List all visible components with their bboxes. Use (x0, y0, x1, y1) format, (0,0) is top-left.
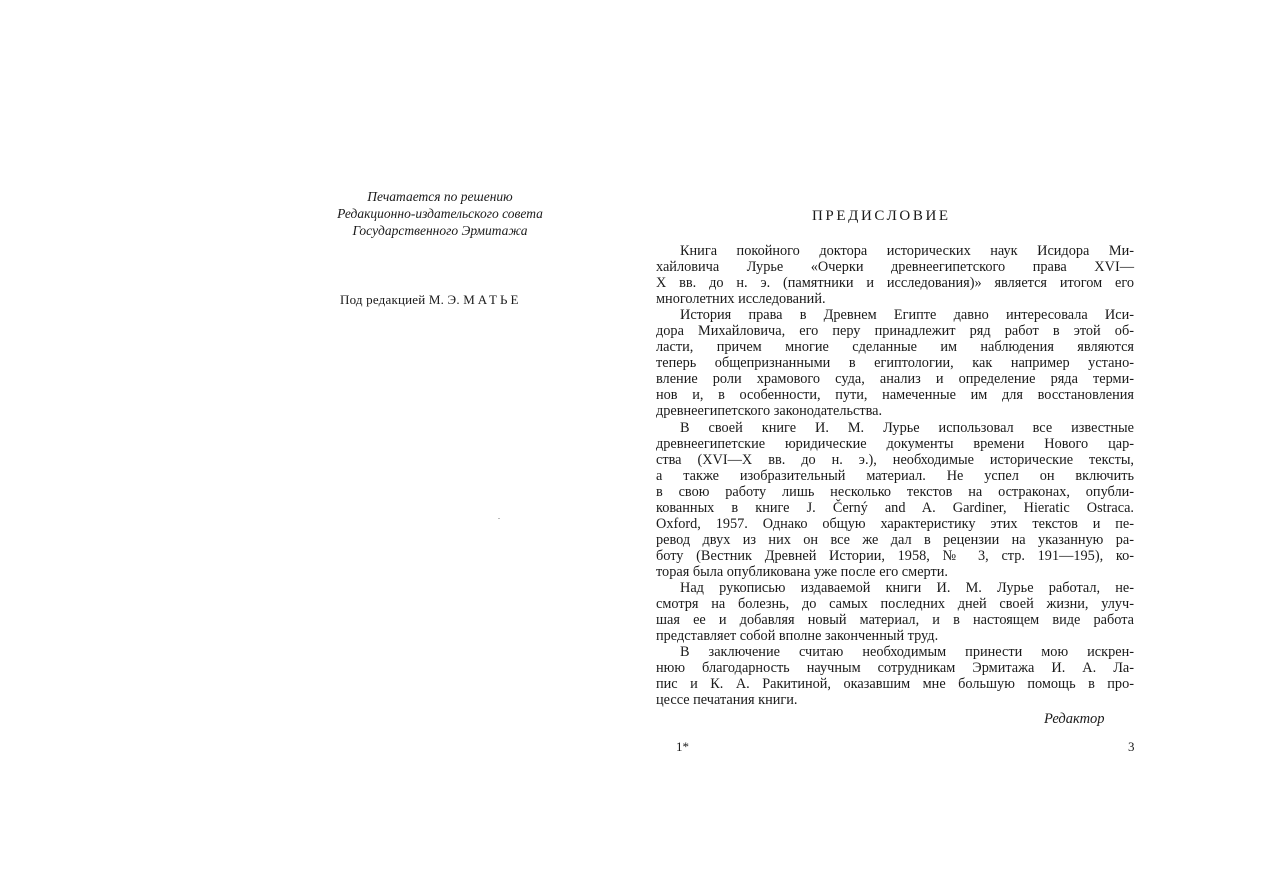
imprint-line: Печатается по решению (367, 189, 513, 204)
text-line: История права в Древнем Египте давно интересовала Иси- (680, 307, 1134, 324)
text-line: вление роли храмового суда, анализ и определение ряда терми- (656, 371, 1134, 388)
page-number: 3 (1128, 739, 1135, 754)
text-line: ревод двух из них он все же дал в рецензии на указанную ра- (656, 531, 1134, 548)
editor-surname: МАТЬЕ (463, 292, 522, 307)
preface-text (656, 243, 1134, 708)
signature: Редактор (1044, 711, 1105, 727)
text-line: ства (XVI—X вв. до н. э.), необходимые исторические тексты, (656, 451, 1134, 468)
text-line: древнеегипетского законодательства. (656, 403, 883, 420)
text-line: шая ее и добавляя новый материал, и в настоящем виде работа (656, 612, 1134, 629)
text-line: представляет собой вполне законченный труд. (656, 628, 939, 645)
imprint-line: Редакционно-издательского совета (337, 206, 543, 221)
text-line: нюю благодарность научным сотрудникам Эрмитажа И. А. Ла- (656, 660, 1134, 677)
print-speck (498, 518, 500, 519)
text-line: в свою работу лишь несколько текстов на остраконах, опубли- (656, 483, 1134, 500)
text-line: Oxford, 1957. Однако общую характеристику этих текстов и пе- (656, 515, 1134, 532)
text-line: кованных в книге J. Černý and A. Gardiner, Hieratic Ostraca. (656, 499, 1134, 516)
text-line: торая была опубликована уже после его смерти. (656, 563, 948, 580)
text-line: хайловича Лурье «Очерки древнеегипетского права XVI— (656, 259, 1134, 276)
imprint-note (300, 188, 580, 239)
editor-credit (340, 292, 521, 308)
text-line: X вв. до н. э. (памятники и исследования)» является итогом его (656, 275, 1134, 292)
editor-prefix: Под редакцией (340, 292, 426, 307)
right-page (640, 0, 1263, 893)
text-line: ласти, причем многие сделанные им наблюдения являются (656, 339, 1134, 356)
text-line: боту (Вестник Древней Истории, 1958, № 3, стр. 191—195), ко- (656, 547, 1134, 564)
text-line: пис и К. А. Ракитиной, оказавшим мне большую помощь в про- (656, 676, 1134, 693)
text-line: Книга покойного доктора исторических наук Исидора Ми- (680, 243, 1134, 259)
text-line: многолетних исследований. (656, 291, 826, 308)
text-line: теперь общепризнанными в египтологии, как например устано- (656, 355, 1134, 372)
text-line: нов и, в особенности, пути, намеченные им для восстановления (656, 387, 1134, 404)
imprint-line: Государственного Эрмитажа (352, 223, 528, 238)
text-line: дора Михайловича, его перу принадлежит ряд работ в этой об- (656, 323, 1134, 340)
text-line: цессе печатания книги. (656, 692, 798, 709)
text-line: а также изобразительный материал. Не успел он включить (656, 467, 1134, 484)
signature-mark: 1* (676, 739, 689, 754)
text-line: Над рукописью издаваемой книги И. М. Лурье работал, не- (680, 579, 1134, 596)
text-line: древнеегипетские юридические документы времени Нового цар- (656, 435, 1134, 452)
text-line: смотря на болезнь, до самых последних дней своей жизни, улуч- (656, 596, 1134, 613)
page-title: ПРЕДИСЛОВИЕ (812, 208, 951, 224)
editor-initials: М. Э. (428, 292, 460, 307)
text-line: В заключение считаю необходимым принести мою искрен- (680, 644, 1134, 661)
text-line: В своей книге И. М. Лурье использовал все известные (680, 419, 1134, 436)
